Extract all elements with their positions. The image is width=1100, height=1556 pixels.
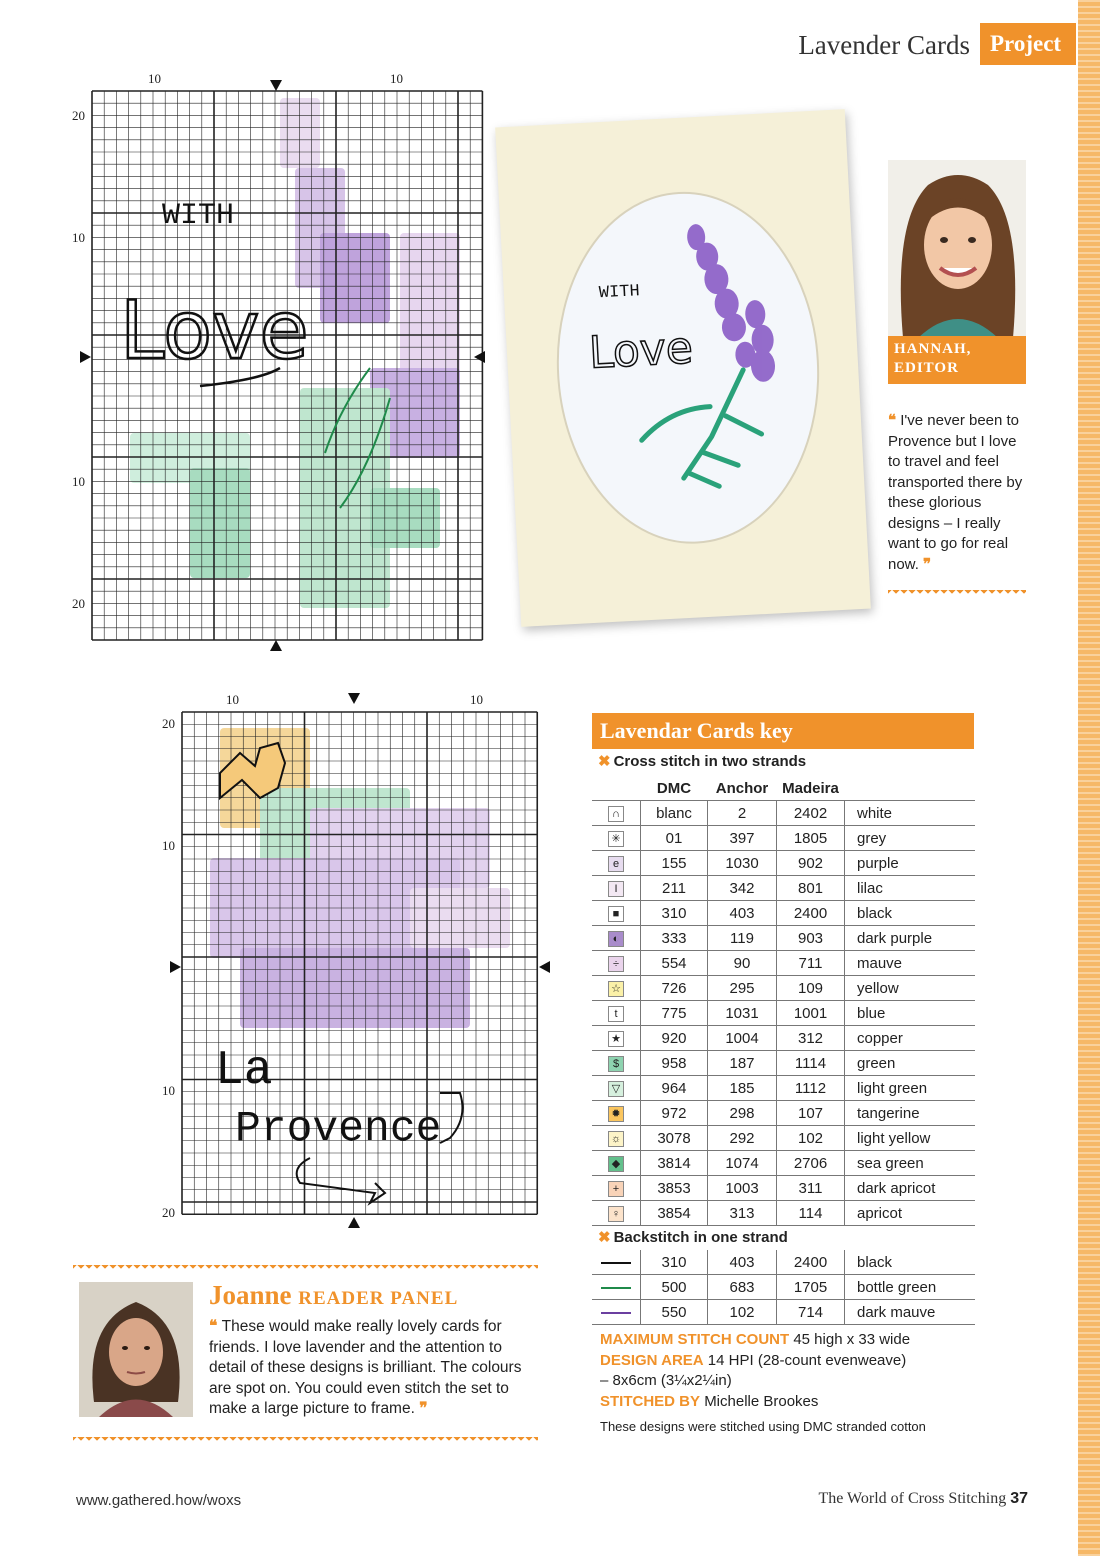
- key-madeira: 1114: [777, 1051, 845, 1076]
- key-dmc: 550: [641, 1300, 708, 1325]
- editor-divider: [888, 590, 1026, 597]
- key-row: [592, 826, 975, 851]
- chart2-center-arrow-top: [348, 693, 360, 704]
- key-colour-name: lilac: [845, 876, 976, 901]
- backstitch-heading: [598, 1228, 788, 1246]
- card-text-love: Love: [587, 322, 695, 379]
- col-dmc: DMC: [641, 776, 708, 801]
- max-value: 45 high x 33 wide: [793, 1331, 911, 1348]
- key-row: [592, 926, 975, 951]
- key-dmc: 310: [641, 901, 708, 926]
- key-madeira: 903: [777, 926, 845, 951]
- chart2-top-tick-right: 10: [470, 692, 483, 707]
- key-dmc: 3853: [641, 1176, 708, 1201]
- thread-note: These designs were stitched using DMC stranded cotton: [600, 1419, 926, 1434]
- key-colour-name: dark mauve: [845, 1300, 976, 1325]
- key-symbol-icon: $: [608, 1056, 624, 1072]
- chart1-left-tick-4: 20: [72, 596, 85, 611]
- editor-role: EDITOR: [894, 360, 959, 376]
- by-label: STITCHED BY: [600, 1393, 701, 1410]
- key-colour-name: mauve: [845, 951, 976, 976]
- reader-quote-text: These would make really lovely cards for friends. I love lavender and the attention to detail of these designs is brilliant. The colours are spot on. You could even stitch the set to make a large picture to frame.: [209, 1318, 522, 1417]
- key-colour-name: purple: [845, 851, 976, 876]
- key-anchor: 185: [708, 1076, 777, 1101]
- key-row: [592, 1126, 975, 1151]
- key-anchor: 313: [708, 1201, 777, 1226]
- key-colour-name: white: [845, 801, 976, 826]
- cross-icon: ✖: [598, 1229, 611, 1246]
- editor-photo: [888, 160, 1026, 338]
- key-symbol-icon: ☼: [608, 1131, 624, 1147]
- area-value-2: – 8x6cm (3¼x2¼in): [600, 1372, 732, 1389]
- key-madeira: 102: [777, 1126, 845, 1151]
- key-anchor: 403: [708, 1250, 777, 1275]
- backstitch-line-icon: [601, 1312, 631, 1314]
- chart1-top-tick-left: 10: [148, 71, 161, 86]
- chart2-text-provence: Provence: [235, 1104, 442, 1153]
- key-colour-name: yellow: [845, 976, 976, 1001]
- stitched-by: [600, 1392, 980, 1412]
- key-dmc: 3814: [641, 1151, 708, 1176]
- close-quote-icon: ❞: [414, 1400, 428, 1417]
- key-madeira: 311: [777, 1176, 845, 1201]
- key-madeira: 1112: [777, 1076, 845, 1101]
- card-text-with: WITH: [598, 282, 641, 304]
- page-edge-stripe: [1078, 0, 1100, 1556]
- key-symbol-icon: ÷: [608, 956, 624, 972]
- backstitch-row: [592, 1250, 975, 1275]
- key-symbol-icon: t: [608, 1006, 624, 1022]
- key-anchor: 2: [708, 801, 777, 826]
- key-symbol-icon: ♀: [608, 1206, 624, 1222]
- key-row: [592, 901, 975, 926]
- chart2-center-arrow-right: [539, 961, 550, 973]
- key-madeira: 1805: [777, 826, 845, 851]
- key-dmc: 211: [641, 876, 708, 901]
- key-madeira: 2402: [777, 801, 845, 826]
- key-row: [592, 1001, 975, 1026]
- chart1-left-tick-2: 10: [72, 230, 85, 245]
- key-colour-name: black: [845, 1250, 976, 1275]
- area-label: DESIGN AREA: [600, 1352, 704, 1369]
- key-dmc: 3078: [641, 1126, 708, 1151]
- key-row: [592, 976, 975, 1001]
- cross-stitch-title: Cross stitch in two strands: [613, 753, 807, 770]
- key-anchor: 90: [708, 951, 777, 976]
- key-colour-name: sea green: [845, 1151, 976, 1176]
- page-section-title: Lavender Cards: [798, 30, 970, 60]
- reader-divider-top: [73, 1265, 538, 1272]
- backstitch-row: [592, 1300, 975, 1325]
- editor-name-label: [888, 336, 1026, 384]
- key-anchor: 342: [708, 876, 777, 901]
- key-colour-name: light yellow: [845, 1126, 976, 1151]
- key-madeira: 2400: [777, 1250, 845, 1275]
- key-dmc: 155: [641, 851, 708, 876]
- backstitch-table: [592, 1250, 975, 1325]
- chart2-left-tick-1: 20: [162, 716, 175, 731]
- key-madeira: 312: [777, 1026, 845, 1051]
- key-colour-name: tangerine: [845, 1101, 976, 1126]
- backstitch-line-icon: [601, 1262, 631, 1264]
- key-anchor: 298: [708, 1101, 777, 1126]
- key-symbol-icon: I: [608, 881, 624, 897]
- key-colour-name: black: [845, 901, 976, 926]
- key-dmc: 3854: [641, 1201, 708, 1226]
- key-symbol-icon: ☆: [608, 981, 624, 997]
- footer-url[interactable]: www.gathered.how/woxs: [76, 1492, 242, 1509]
- col-anchor: Anchor: [708, 776, 777, 801]
- backstitch-title: Backstitch in one strand: [613, 1229, 788, 1246]
- backstitch-line-icon: [601, 1287, 631, 1289]
- key-dmc: 310: [641, 1250, 708, 1275]
- key-madeira: 902: [777, 851, 845, 876]
- chart2-left-tick-4: 20: [162, 1205, 175, 1220]
- key-madeira: 2400: [777, 901, 845, 926]
- key-symbol-icon: ✹: [608, 1106, 624, 1122]
- key-row: [592, 1101, 975, 1126]
- reader-quote: [209, 1317, 539, 1420]
- chart2-center-arrow-bottom: [348, 1217, 360, 1228]
- magazine-name: The World of Cross Stitching: [818, 1490, 1007, 1507]
- key-title: Lavendar Cards key: [592, 713, 974, 749]
- chart2-center-arrow-left: [170, 961, 181, 973]
- reader-panel-label: READER PANEL: [298, 1288, 459, 1309]
- key-dmc: 920: [641, 1026, 708, 1051]
- key-row: [592, 1151, 975, 1176]
- chart1-top-tick-right: 10: [390, 71, 403, 86]
- key-colour-name: green: [845, 1051, 976, 1076]
- page-number: 37: [1010, 1490, 1028, 1507]
- editor-quote-text: I've never been to Provence but I love to travel and feel transported there by these glorious designs – I really want to go for real now.: [888, 412, 1023, 573]
- key-madeira: 109: [777, 976, 845, 1001]
- key-dmc: 958: [641, 1051, 708, 1076]
- chart1-center-arrow-right: [474, 351, 485, 363]
- key-anchor: 1031: [708, 1001, 777, 1026]
- key-symbol-icon: e: [608, 856, 624, 872]
- key-dmc: 554: [641, 951, 708, 976]
- cross-icon: ✖: [598, 753, 611, 770]
- key-madeira: 2706: [777, 1151, 845, 1176]
- key-madeira: 1001: [777, 1001, 845, 1026]
- cross-stitch-table: [592, 776, 975, 1226]
- key-row: [592, 951, 975, 976]
- key-anchor: 102: [708, 1300, 777, 1325]
- key-dmc: 333: [641, 926, 708, 951]
- chart-la-provence: [160, 688, 555, 1233]
- cross-stitch-heading: [598, 752, 806, 770]
- reader-name-heading: [209, 1280, 458, 1311]
- key-colour-name: dark apricot: [845, 1176, 976, 1201]
- area-value: 14 HPI (28-count evenweave): [707, 1352, 907, 1369]
- open-quote-icon: ❝: [209, 1318, 222, 1335]
- key-colour-name: copper: [845, 1026, 976, 1051]
- open-quote-icon: ❝: [888, 412, 901, 429]
- key-dmc: 964: [641, 1076, 708, 1101]
- max-label: MAXIMUM STITCH COUNT: [600, 1331, 790, 1348]
- key-dmc: 726: [641, 976, 708, 1001]
- key-madeira: 801: [777, 876, 845, 901]
- reader-photo: [79, 1282, 193, 1417]
- key-anchor: 1004: [708, 1026, 777, 1051]
- key-dmc: 500: [641, 1275, 708, 1300]
- key-row: [592, 1026, 975, 1051]
- chart1-center-arrow-bottom: [270, 640, 282, 651]
- chart2-left-tick-2: 10: [162, 838, 175, 853]
- chart-with-love: [70, 68, 490, 658]
- key-row: [592, 851, 975, 876]
- key-row: [592, 1076, 975, 1101]
- key-colour-name: blue: [845, 1001, 976, 1026]
- key-madeira: 1705: [777, 1275, 845, 1300]
- key-anchor: 1074: [708, 1151, 777, 1176]
- chart1-left-tick-3: 10: [72, 474, 85, 489]
- key-row: [592, 1176, 975, 1201]
- key-dmc: 775: [641, 1001, 708, 1026]
- chart2-top-tick-left: 10: [226, 692, 239, 707]
- key-madeira: 714: [777, 1300, 845, 1325]
- key-colour-name: light green: [845, 1076, 976, 1101]
- key-dmc: blanc: [641, 801, 708, 826]
- design-area: [600, 1351, 980, 1391]
- max-stitch-count: [600, 1330, 980, 1350]
- key-dmc: 972: [641, 1101, 708, 1126]
- key-colour-name: bottle green: [845, 1275, 976, 1300]
- key-symbol-icon: ▽: [608, 1081, 624, 1097]
- key-symbol-icon: ◐: [608, 931, 624, 947]
- by-value: Michelle Brookes: [704, 1393, 819, 1410]
- editor-quote: [888, 411, 1028, 575]
- chart1-text-with: WITH: [162, 199, 235, 233]
- chart1-center-arrow-top: [270, 80, 282, 91]
- key-row: [592, 1051, 975, 1076]
- key-anchor: 292: [708, 1126, 777, 1151]
- col-madeira: Madeira: [777, 776, 845, 801]
- key-anchor: 295: [708, 976, 777, 1001]
- close-quote-icon: ❞: [918, 555, 932, 573]
- project-tag: Project: [980, 23, 1076, 65]
- key-row: [592, 1201, 975, 1226]
- reader-divider-bottom: [73, 1437, 538, 1444]
- key-dmc: 01: [641, 826, 708, 851]
- chart2-left-tick-3: 10: [162, 1083, 175, 1098]
- key-colour-name: grey: [845, 826, 976, 851]
- footer-magazine: [818, 1490, 1028, 1508]
- chart1-left-tick-1: 20: [72, 108, 85, 123]
- key-madeira: 114: [777, 1201, 845, 1226]
- key-symbol-icon: +: [608, 1181, 624, 1197]
- editor-name: HANNAH,: [894, 341, 972, 357]
- chart2-text-la: La: [215, 1044, 273, 1098]
- key-colour-name: dark purple: [845, 926, 976, 951]
- key-anchor: 397: [708, 826, 777, 851]
- key-anchor: 119: [708, 926, 777, 951]
- key-anchor: 1030: [708, 851, 777, 876]
- key-symbol-icon: ∩: [608, 806, 624, 822]
- key-symbol-icon: ■: [608, 906, 624, 922]
- key-anchor: 187: [708, 1051, 777, 1076]
- key-madeira: 711: [777, 951, 845, 976]
- key-madeira: 107: [777, 1101, 845, 1126]
- key-symbol-icon: ★: [608, 1031, 624, 1047]
- key-symbol-icon: ✳: [608, 831, 624, 847]
- key-colour-name: apricot: [845, 1201, 976, 1226]
- key-row: [592, 876, 975, 901]
- chart1-center-arrow-left: [80, 351, 91, 363]
- chart1-text-love: Love: [120, 284, 309, 377]
- key-row: [592, 801, 975, 826]
- key-anchor: 1003: [708, 1176, 777, 1201]
- key-anchor: 683: [708, 1275, 777, 1300]
- key-symbol-icon: ◆: [608, 1156, 624, 1172]
- reader-name: Joanne: [209, 1280, 292, 1310]
- backstitch-row: [592, 1275, 975, 1300]
- key-anchor: 403: [708, 901, 777, 926]
- card-photo: [495, 109, 871, 627]
